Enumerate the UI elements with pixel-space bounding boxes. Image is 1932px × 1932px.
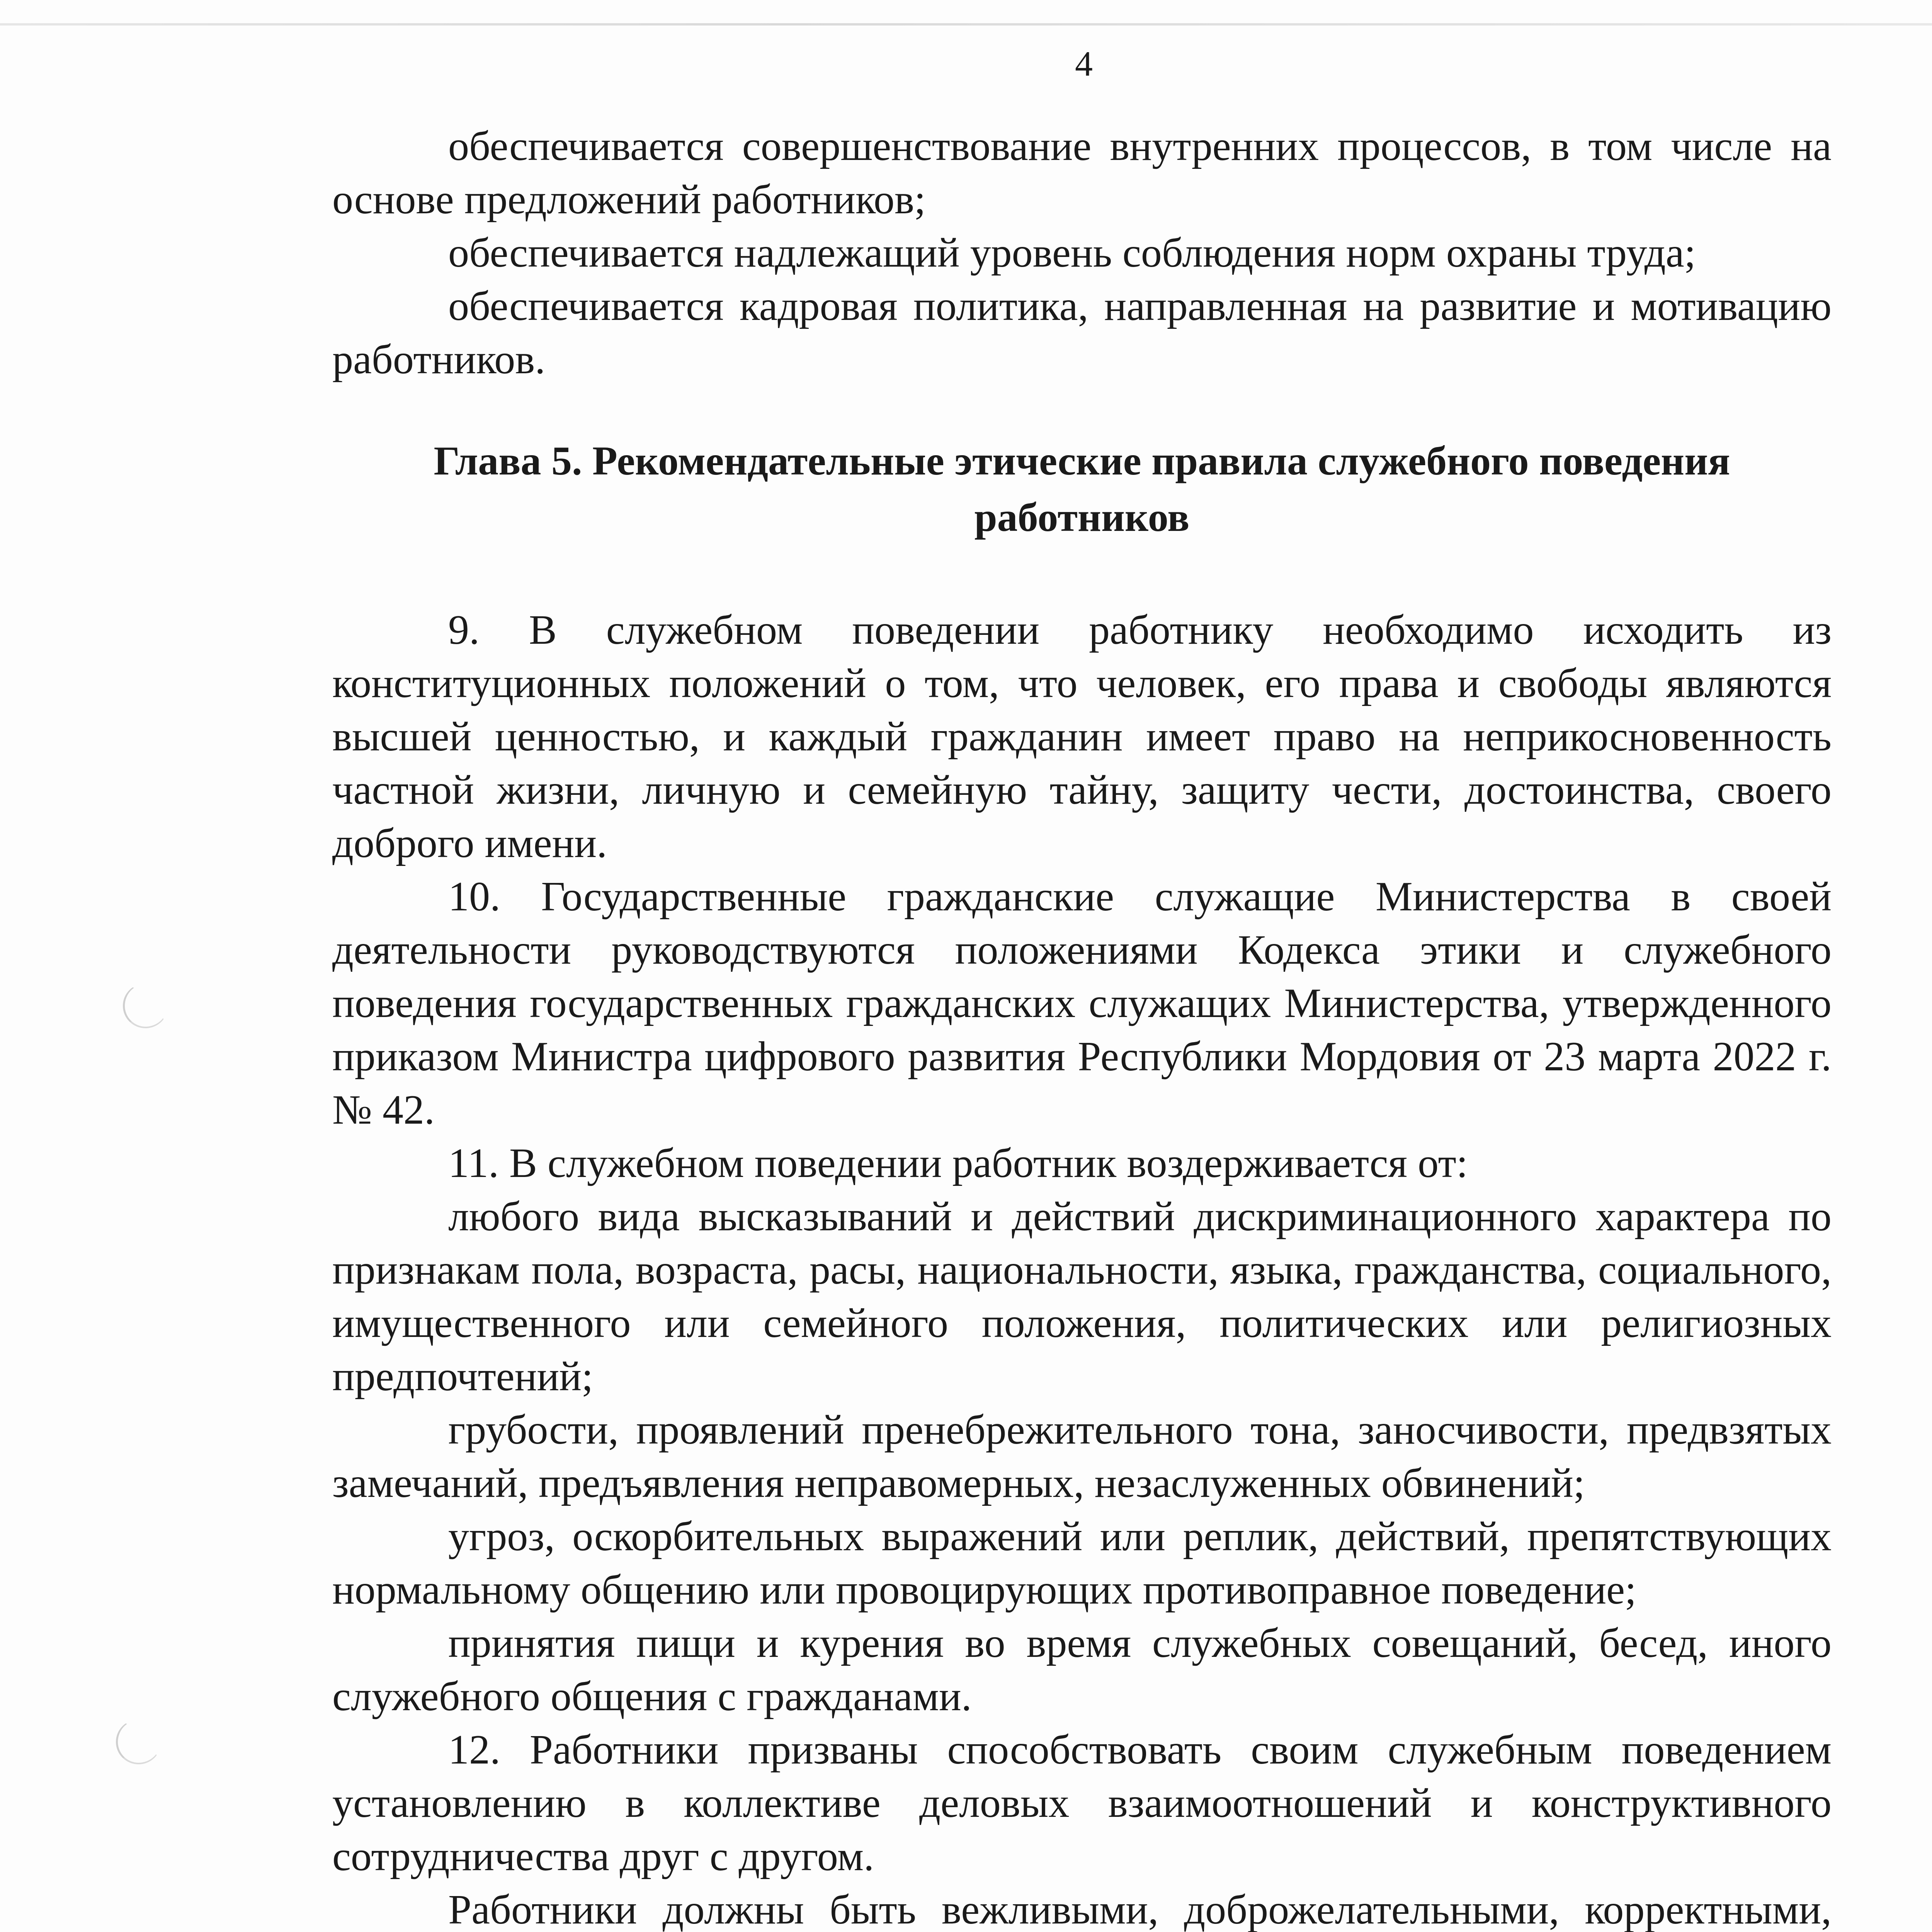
paragraph-9: 9. В служебном поведении работнику необходимо исходить из конституционных положений о том, что человек, его права и свободы являются высшей ценностью, и каждый гражданин имеет право на неприкосновенность частной жизни, личную и семейную тайну, защиту чести, достоинства, своего доброго имени. [332, 607, 1832, 866]
paragraph-12: 12. Работники призваны способствовать своим служебным поведением установлению в коллективе деловых взаимоотношений и конструктивного сотрудничества друг с другом. [332, 1727, 1832, 1879]
paragraph-11: 11. В служебном поведении работник воздерживается от: [448, 1140, 1468, 1186]
list-item: грубости, проявлений пренебрежительного тона, заносчивости, предвзятых замечаний, предъявления неправомерных, незаслуженных обвинений; [332, 1407, 1832, 1506]
intro-paragraph: обеспечивается кадровая политика, направленная на развитие и мотивацию работников. [332, 283, 1832, 383]
intro-paragraph: обеспечивается надлежащий уровень соблюдения норм охраны труда; [448, 230, 1696, 276]
page-number: 4 [1075, 44, 1093, 83]
intro-paragraph: обеспечивается совершенствование внутренних процессов, в том числе на основе предложений работников; [332, 123, 1832, 223]
paragraph-10: 10. Государственные гражданские служащие Министерства в своей деятельности руководствуются положениями Кодекса этики и служебного поведения государственных гражданских служащих Министерства, утвержденного приказом Министра цифрового развития Республики Мордовия от 23 марта 2022 г. № 42. [332, 874, 1832, 1133]
list-item: принятия пищи и курения во время служебных совещаний, бесед, иного служебного общения с гражданами. [332, 1620, 1832, 1719]
document-body [332, 120, 1832, 1932]
punch-hole-mark [123, 983, 168, 1028]
scan-edge [0, 23, 1932, 26]
list-item: угроз, оскорбительных выражений или реплик, действий, препятствующих нормальному общению или провоцирующих противоправное поведение; [332, 1514, 1832, 1613]
punch-hole-mark [116, 1719, 161, 1764]
list-item: любого вида высказываний и действий дискриминационного характера по признакам пола, возраста, расы, национальности, языка, гражданства, социального, имущественного или семейного положения, политических или религиозных предпочтений; [332, 1194, 1832, 1400]
chapter-heading: Глава 5. Рекомендательные этические правила служебного поведения работников [434, 438, 1730, 540]
paragraph-12-continued: Работники должны быть вежливыми, доброжелательными, корректными, [448, 1887, 1832, 1932]
